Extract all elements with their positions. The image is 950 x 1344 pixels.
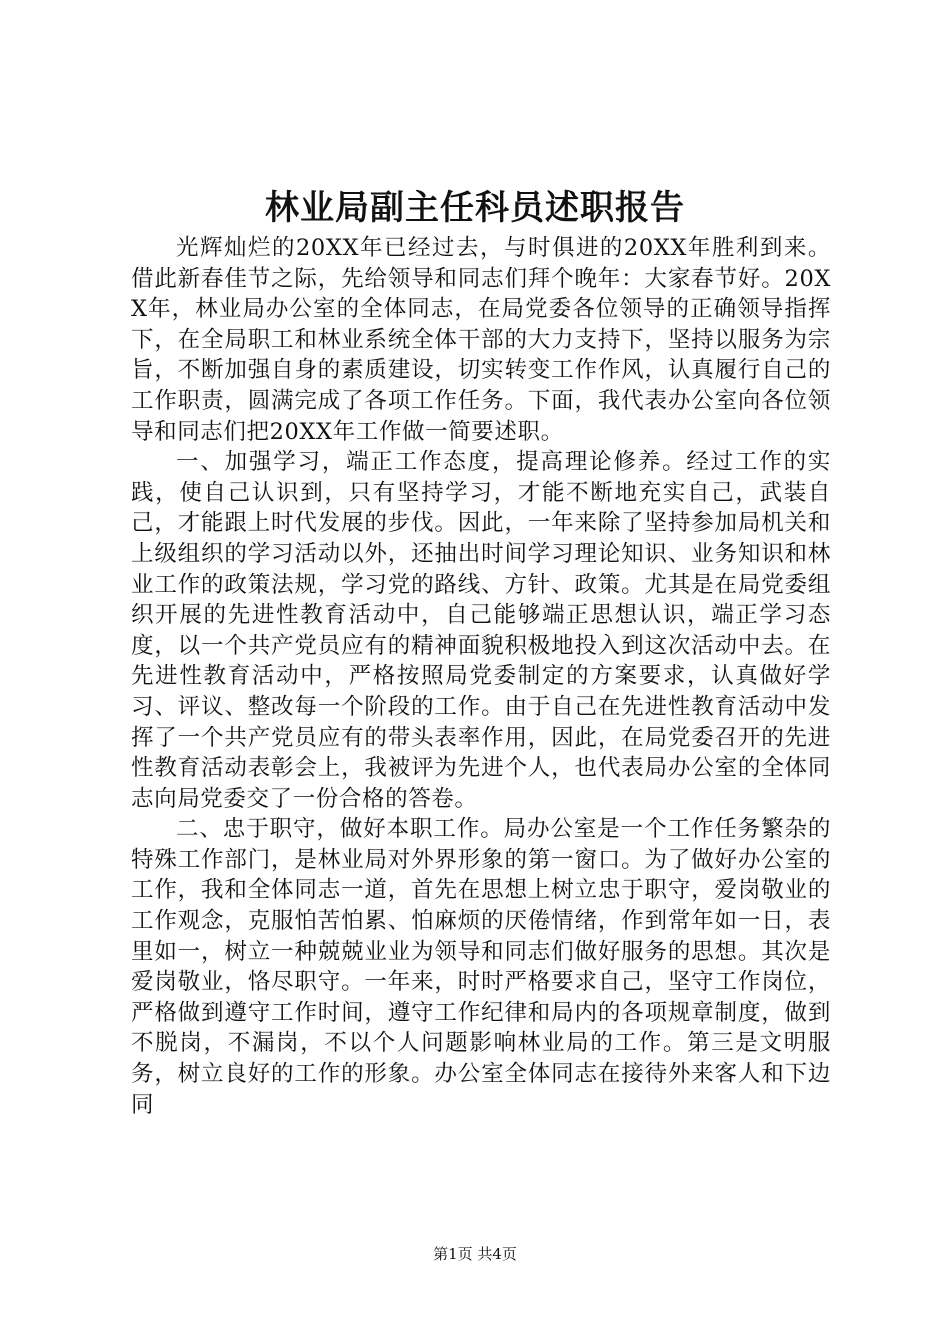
paragraph-section-2: 二、忠于职守，做好本职工作。局办公室是一个工作任务繁杂的特殊工作部门，是林业局对外界形象的第一窗口。为了做好办公室的工作，我和全体同志一道，首先在思想上树立忠于职守，爱岗敬业的工作观念，克服怕苦怕累、怕麻烦的厌倦情绪，作到常年如一日，表里如一，树立一种兢兢业业为领导和同志们做好服务的思想。其次是爱岗敬业，恪尽职守。一年来，时时严格要求自己，坚守工作岗位，严格做到遵守工作时间，遵守工作纪律和局内的各项规章制度，做到不脱岗，不漏岗，不以个人问题影响林业局的工作。第三是文明服务，树立良好的工作的形象。办公室全体同志在接待外来客人和下边同	[131, 816, 831, 1118]
paragraph-intro: 光辉灿烂的20XX年已经过去，与时俱进的20XX年胜利到来。借此新春佳节之际，先给领导和同志们拜个晚年：大家春节好。20XX年，林业局办公室的全体同志，在局党委各位领导的正确领导指挥下，在全局职工和林业系统全体干部的大力支持下，坚持以服务为宗旨，不断加强自身的素质建设，切实转变工作作风，认真履行自己的工作职责，圆满完成了各项工作任务。下面，我代表办公室向各位领导和同志们把20XX年工作做一简要述职。	[131, 235, 831, 445]
document-body	[131, 233, 831, 1120]
paragraph-section-1: 一、加强学习，端正工作态度，提高理论修养。经过工作的实践，使自己认识到，只有坚持学习，才能不断地充实自己，武装自己，才能跟上时代发展的步伐。因此，一年来除了坚持参加局机关和上级组织的学习活动以外，还抽出时间学习理论知识、业务知识和林业工作的政策法规，学习党的路线、方针、政策。尤其是在局党委组织开展的先进性教育活动中，自己能够端正思想认识，端正学习态度，以一个共产党员应有的精神面貌积极地投入到这次活动中去。在先进性教育活动中，严格按照局党委制定的方案要求，认真做好学习、评议、整改每一个阶段的工作。由于自己在先进性教育活动中发挥了一个共产党员应有的带头表率作用，因此，在局党委召开的先进性教育活动表彰会上，我被评为先进个人，也代表局办公室的全体同志向局党委交了一份合格的答卷。	[131, 449, 831, 812]
document-title: 林业局副主任科员述职报告	[265, 188, 685, 228]
page-footer: 第1页 共4页	[433, 1245, 517, 1263]
